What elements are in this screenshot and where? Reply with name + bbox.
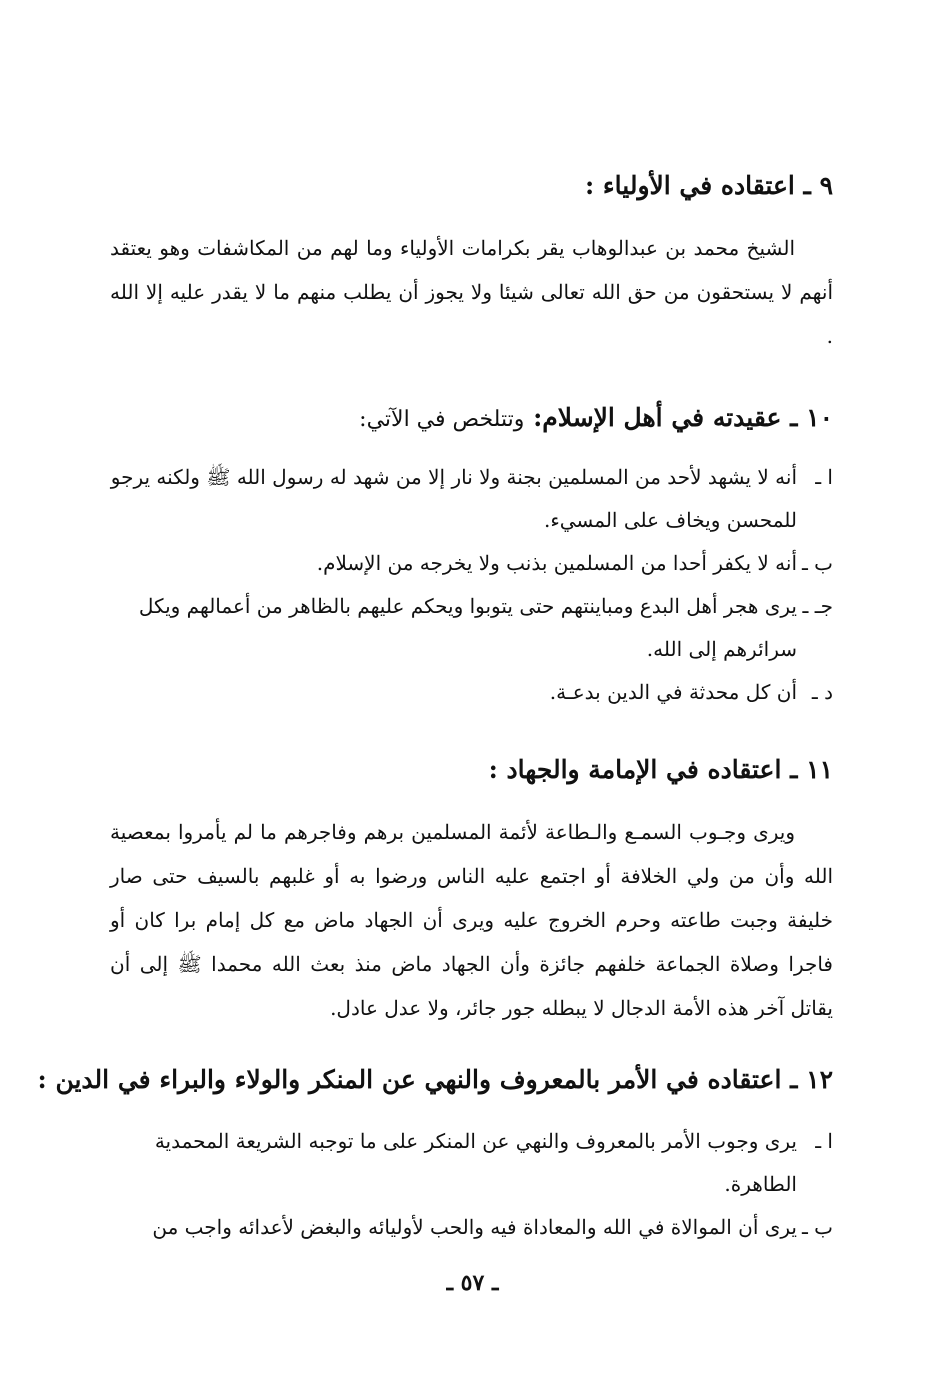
list-marker: ا ـ: [815, 465, 833, 489]
list-marker: ب ـ: [801, 1215, 833, 1239]
heading-suffix: وتتلخص في الآتي:: [359, 407, 525, 432]
list-item-text: أنه لا يكفر أحدا من المسلمين بذنب ولا يخرجه من الإسلام.: [316, 551, 797, 575]
list-item: [110, 1206, 833, 1249]
list-item: [110, 1120, 833, 1206]
paragraph-text: ويرى وجـوب السمـع والـطاعة لأئمة المسلمين برهم وفاجرهم ما لم يأمروا بمعصية الله وأن من ولي الخلافة أو اجتمع عليه الناس ورضوا به أو غلبهم بالسيف حتى صار خليفة وجبت طاعته وحرم الخروج عليه ويرى أن الجهاد ماض مع كل إمام برا كان أو فاجرا وصلاة الجماعة خلفهم جائزة وأن الجهاد ماض منذ بعث الله محمدا ﷺ إلى أن يقاتل آخر هذه الأمة الدجال لا يبطله جور جائر، ولا عدل عادل.: [110, 820, 833, 1020]
list-marker: ا ـ: [815, 1129, 833, 1153]
list-marker: جـ ـ: [802, 594, 833, 618]
list-item-text: أنه لا يشهد لأحد من المسلمين بجنة ولا نار إلا من شهد له رسول الله ﷺ ولكنه يرجو للمحسن ويخاف على المسيء.: [110, 465, 797, 532]
paragraph-text: الشيخ محمد بن عبدالوهاب يقر بكرامات الأولياء وما لهم من المكاشفات وهو يعتقد أنهم لا يستحقون من حق الله تعالى شيئا ولا يجوز أن يطلب منهم ما لا يقدر عليه إلا الله .: [110, 236, 833, 348]
list-item: [110, 542, 833, 585]
list-marker: د ـ: [811, 680, 833, 704]
list-item-text: يرى وجوب الأمر بالمعروف والنهي عن المنكر على ما توجبه الشريعة المحمدية الطاهرة.: [154, 1129, 797, 1196]
section-paragraph-9: [110, 226, 833, 358]
section-paragraph-11: [110, 810, 833, 1030]
section-heading-10: [110, 398, 833, 440]
heading-text: ١٠ ـ عقيدته في أهل الإسلام:: [533, 403, 833, 432]
heading-text: ١٢ ـ اعتقاده في الأمر بالمعروف والنهي عن المنكر والولاء والبراء في الدين :: [37, 1065, 833, 1094]
heading-text: ١١ ـ اعتقاده في الإمامة والجهاد :: [488, 755, 833, 784]
heading-text: ٩ ـ اعتقاده في الأولياء :: [584, 171, 833, 200]
section-heading-11: [110, 750, 833, 790]
list-item-text: يرى أن الموالاة في الله والمعاداة فيه والحب لأوليائه والبغض لأعدائه واجب من: [152, 1215, 797, 1239]
list-item-text: أن كل محدثة في الدين بدعـة.: [549, 680, 797, 704]
section-heading-9: [110, 166, 833, 206]
list-item: [110, 585, 833, 671]
list-item-text: يرى هجر أهل البدع ومباينتهم حتى يتوبوا ويحكم عليهم بالظاهر من أعمالهم ويكل سرائرهم إلى الله.: [138, 594, 797, 661]
list-item: [110, 671, 833, 714]
page-number: ـ ٥٧ ـ: [446, 1270, 499, 1296]
section-heading-12: [37, 1060, 833, 1100]
list-item: [110, 456, 833, 542]
list-marker: ب ـ: [801, 551, 833, 575]
